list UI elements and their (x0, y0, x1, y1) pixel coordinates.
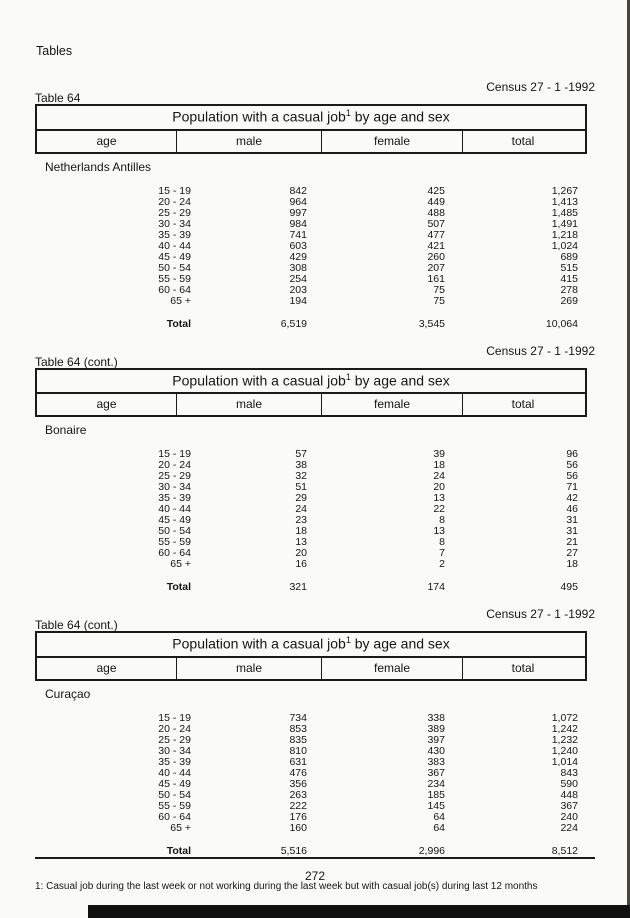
table-rows (35, 713, 583, 834)
total-value: 1,242 (551, 722, 578, 735)
table-row (35, 460, 583, 471)
female-value: 449 (427, 195, 445, 208)
age-group-label: 40 - 44 (158, 503, 191, 516)
table-title (37, 633, 585, 658)
total-value: 224 (560, 821, 578, 834)
table-row (35, 724, 583, 735)
female-value: 64 (433, 810, 445, 823)
total-value: 367 (560, 799, 578, 812)
column-header-male: male (177, 394, 322, 415)
female-value: 2 (439, 558, 445, 571)
male-value: 29 (295, 492, 307, 505)
male-value: 160 (289, 821, 307, 834)
table-row (35, 230, 583, 241)
total-female-value: 3,545 (418, 317, 445, 330)
footnote-text: 1: Casual job during the last week or not working during the last week but with casual job(s) during last 12 months (35, 880, 538, 892)
age-group-label: 55 - 59 (158, 272, 191, 285)
age-group-label: 35 - 39 (158, 755, 191, 768)
female-value: 7 (439, 547, 445, 560)
total-value: 18 (566, 558, 578, 571)
age-group-label: 55 - 59 (158, 536, 191, 549)
total-male-value: 321 (289, 581, 307, 594)
age-group-label: 55 - 59 (158, 799, 191, 812)
region-label: Bonaire (45, 423, 87, 438)
total-value: 31 (566, 525, 578, 538)
table-meta (35, 607, 595, 631)
total-value: 269 (560, 294, 578, 307)
total-row (35, 318, 583, 344)
female-value: 18 (433, 459, 445, 472)
total-value: 448 (560, 788, 578, 801)
age-group-label: 15 - 19 (158, 184, 191, 197)
male-value: 603 (289, 239, 307, 252)
male-value: 57 (295, 448, 307, 461)
table-title-rest: by age and sex (350, 635, 450, 652)
table-row (35, 746, 583, 757)
female-value: 64 (433, 821, 445, 834)
age-group-label: 50 - 54 (158, 788, 191, 801)
census-table-section-netherlands-antilles (0, 80, 630, 344)
page-number: 272 (304, 869, 326, 883)
table-title-text: Population with a casual job (172, 372, 346, 389)
table-row (35, 241, 583, 252)
column-header-row (37, 658, 585, 679)
table-row (35, 757, 583, 768)
total-label: Total (166, 581, 191, 594)
age-group-label: 35 - 39 (158, 228, 191, 241)
table-title-text: Population with a casual job (172, 108, 346, 125)
column-header-female: female (322, 131, 463, 152)
age-group-label: 25 - 29 (158, 733, 191, 746)
female-value: 425 (427, 184, 445, 197)
age-group-label: 60 - 64 (158, 547, 191, 560)
male-value: 18 (295, 525, 307, 538)
total-label: Total (166, 317, 191, 330)
table-title-rest: by age and sex (350, 108, 450, 125)
column-header-female: female (322, 658, 463, 679)
male-value: 203 (289, 283, 307, 296)
total-value: 42 (566, 492, 578, 505)
table-meta (35, 80, 595, 104)
age-group-label: 45 - 49 (158, 777, 191, 790)
female-value: 185 (427, 788, 445, 801)
male-value: 741 (289, 228, 307, 241)
total-value: 590 (560, 777, 578, 790)
footnote-marker: 1 (345, 635, 351, 646)
total-female-value: 174 (427, 581, 445, 594)
total-value: 1,072 (551, 711, 578, 724)
male-value: 842 (289, 184, 307, 197)
total-label: Total (166, 844, 191, 857)
male-value: 984 (289, 217, 307, 230)
census-date-label: Census 27 - 1 -1992 (486, 343, 595, 358)
table-row (35, 779, 583, 790)
total-value: 1,014 (551, 755, 578, 768)
female-value: 397 (427, 733, 445, 746)
age-group-label: 25 - 29 (158, 206, 191, 219)
total-value: 843 (560, 766, 578, 779)
total-value: 415 (560, 272, 578, 285)
age-group-label: 45 - 49 (158, 514, 191, 527)
male-value: 810 (289, 744, 307, 757)
age-group-label: 40 - 44 (158, 239, 191, 252)
column-header-row (37, 394, 585, 415)
table-rows (35, 449, 583, 570)
total-value: 27 (566, 547, 578, 560)
total-female-value: 2,996 (418, 844, 445, 857)
male-value: 23 (295, 514, 307, 527)
male-value: 429 (289, 250, 307, 263)
total-total-value: 10,064 (545, 317, 578, 330)
footer-rule (35, 857, 595, 859)
female-value: 207 (427, 261, 445, 274)
total-value: 515 (560, 261, 578, 274)
female-value: 234 (427, 777, 445, 790)
age-group-label: 30 - 34 (158, 481, 191, 494)
table-number-label: Table 64 (cont.) (35, 354, 118, 369)
table-header-box (35, 631, 587, 681)
table-title-rest: by age and sex (350, 372, 450, 389)
table-row (35, 482, 583, 493)
table-row (35, 493, 583, 504)
age-group-label: 30 - 34 (158, 744, 191, 757)
table-row (35, 515, 583, 526)
total-value: 240 (560, 810, 578, 823)
column-header-row (37, 131, 585, 152)
female-value: 421 (427, 239, 445, 252)
census-date-label: Census 27 - 1 -1992 (486, 80, 595, 94)
table-row (35, 768, 583, 779)
footnote-marker: 1 (345, 108, 351, 118)
male-value: 176 (289, 810, 307, 823)
male-value: 51 (295, 481, 307, 494)
male-value: 356 (289, 777, 307, 790)
table-row (35, 219, 583, 230)
column-header-female: female (322, 394, 463, 415)
age-group-label: 45 - 49 (158, 250, 191, 263)
table-row (35, 449, 583, 460)
table-row (35, 537, 583, 548)
table-header-box (35, 368, 587, 418)
female-value: 24 (433, 470, 445, 483)
female-value: 13 (433, 492, 445, 505)
male-value: 734 (289, 711, 307, 724)
age-group-label: 50 - 54 (158, 261, 191, 274)
table-row (35, 197, 583, 208)
female-value: 75 (433, 294, 445, 307)
total-value: 46 (566, 503, 578, 516)
total-value: 278 (560, 283, 578, 296)
total-value: 96 (566, 448, 578, 461)
age-group-label: 20 - 24 (158, 722, 191, 735)
column-header-total: total (511, 397, 535, 412)
age-group-label: 20 - 24 (158, 195, 191, 208)
female-value: 22 (433, 503, 445, 516)
table-row (35, 285, 583, 296)
table-row (35, 559, 583, 570)
table-row (35, 526, 583, 537)
total-total-value: 8,512 (551, 844, 578, 857)
column-header-male: male (177, 658, 322, 679)
female-value: 39 (433, 448, 445, 461)
total-total-value: 495 (560, 581, 578, 594)
female-value: 367 (427, 766, 445, 779)
table-row (35, 186, 583, 197)
male-value: 263 (289, 788, 307, 801)
age-group-label: 30 - 34 (158, 217, 191, 230)
age-group-label: 15 - 19 (158, 711, 191, 724)
table-row (35, 274, 583, 285)
page-section-label: Tables (36, 44, 73, 58)
female-value: 75 (433, 283, 445, 296)
table-row (35, 471, 583, 482)
census-date-label: Census 27 - 1 -1992 (486, 607, 595, 622)
table-header-box (35, 104, 587, 154)
column-header-total: total (511, 133, 535, 148)
male-value: 964 (289, 195, 307, 208)
table-number-label: Table 64 (35, 91, 81, 105)
census-table-section-curacao (0, 607, 630, 871)
total-value: 1,024 (551, 239, 578, 252)
total-value: 1,232 (551, 733, 578, 746)
table-row (35, 208, 583, 219)
female-value: 430 (427, 744, 445, 757)
age-group-label: 65 + (170, 821, 191, 834)
total-value: 71 (566, 481, 578, 494)
table-meta (35, 344, 595, 368)
female-value: 338 (427, 711, 445, 724)
age-group-label: 60 - 64 (158, 810, 191, 823)
male-value: 308 (289, 261, 307, 274)
total-row (35, 581, 583, 607)
male-value: 16 (295, 558, 307, 571)
total-male-value: 6,519 (280, 317, 307, 330)
male-value: 476 (289, 766, 307, 779)
total-value: 1,267 (551, 184, 578, 197)
table-row (35, 252, 583, 263)
female-value: 477 (427, 228, 445, 241)
total-value: 1,485 (551, 206, 578, 219)
table-number-label: Table 64 (cont.) (35, 618, 118, 633)
female-value: 161 (427, 272, 445, 285)
age-group-label: 25 - 29 (158, 470, 191, 483)
male-value: 997 (289, 206, 307, 219)
age-group-label: 65 + (170, 558, 191, 571)
male-value: 20 (295, 547, 307, 560)
age-group-label: 65 + (170, 294, 191, 307)
age-group-label: 60 - 64 (158, 283, 191, 296)
total-value: 1,491 (551, 217, 578, 230)
table-title (37, 106, 585, 131)
female-value: 145 (427, 799, 445, 812)
table-title-text: Population with a casual job (172, 635, 346, 652)
column-header-age: age (37, 394, 177, 415)
female-value: 8 (439, 536, 445, 549)
table-row (35, 296, 583, 307)
table-row (35, 504, 583, 515)
table-row (35, 548, 583, 559)
male-value: 853 (289, 722, 307, 735)
column-header-male: male (177, 131, 322, 152)
table-row (35, 812, 583, 823)
table-row (35, 735, 583, 746)
female-value: 13 (433, 525, 445, 538)
table-row (35, 790, 583, 801)
column-header-age: age (37, 131, 177, 152)
total-value: 31 (566, 514, 578, 527)
age-group-label: 35 - 39 (158, 492, 191, 505)
table-row (35, 713, 583, 724)
female-value: 488 (427, 206, 445, 219)
female-value: 260 (427, 250, 445, 263)
total-value: 1,240 (551, 744, 578, 757)
census-table-section-bonaire (0, 344, 630, 608)
male-value: 38 (295, 459, 307, 472)
male-value: 254 (289, 272, 307, 285)
male-value: 631 (289, 755, 307, 768)
region-label: Netherlands Antilles (45, 159, 152, 174)
male-value: 835 (289, 733, 307, 746)
table-row (35, 801, 583, 812)
region-label: Curaçao (45, 686, 91, 701)
age-group-label: 20 - 24 (158, 459, 191, 472)
male-value: 24 (295, 503, 307, 516)
column-header-total: total (511, 660, 535, 675)
table-title (37, 370, 585, 395)
table-row (35, 823, 583, 834)
total-value: 1,218 (551, 228, 578, 241)
female-value: 389 (427, 722, 445, 735)
male-value: 13 (295, 536, 307, 549)
page-content (0, 80, 630, 892)
age-group-label: 50 - 54 (158, 525, 191, 538)
scan-edge-bottom (88, 905, 630, 918)
total-male-value: 5,516 (280, 844, 307, 857)
total-value: 1,413 (551, 195, 578, 208)
female-value: 507 (427, 217, 445, 230)
female-value: 383 (427, 755, 445, 768)
total-value: 689 (560, 250, 578, 263)
female-value: 8 (439, 514, 445, 527)
age-group-label: 40 - 44 (158, 766, 191, 779)
total-value: 21 (566, 536, 578, 549)
male-value: 32 (295, 470, 307, 483)
total-value: 56 (566, 459, 578, 472)
table-row (35, 263, 583, 274)
column-header-age: age (37, 658, 177, 679)
table-rows (35, 186, 583, 307)
male-value: 194 (289, 294, 307, 307)
male-value: 222 (289, 799, 307, 812)
female-value: 20 (433, 481, 445, 494)
footnote-marker: 1 (345, 371, 351, 382)
age-group-label: 15 - 19 (158, 448, 191, 461)
total-value: 56 (566, 470, 578, 483)
